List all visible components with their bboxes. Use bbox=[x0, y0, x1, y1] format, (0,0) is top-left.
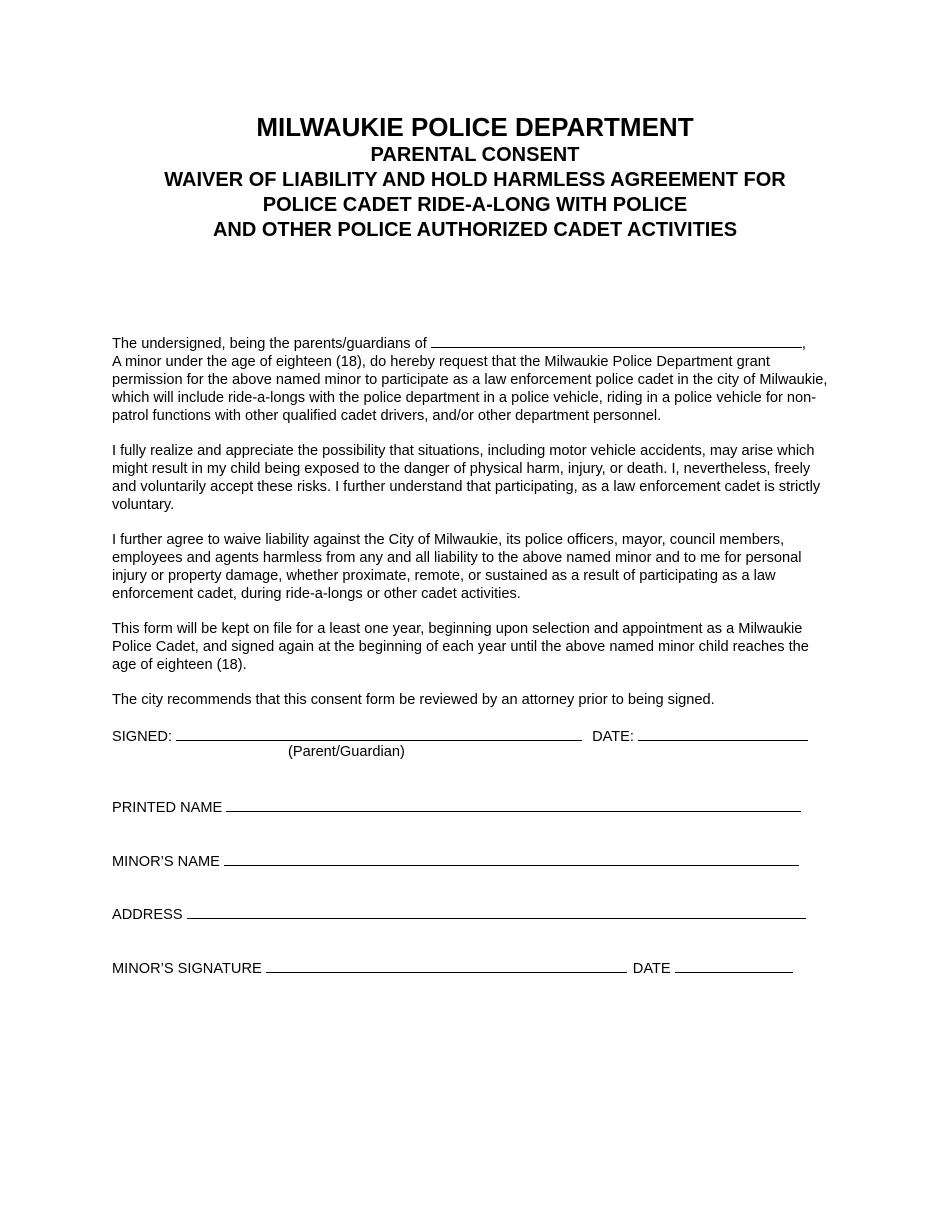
address-row bbox=[112, 903, 806, 924]
minors-signature-label: MINOR’S SIGNATURE bbox=[112, 961, 262, 977]
signed-label: SIGNED: bbox=[112, 729, 173, 745]
document-body bbox=[112, 332, 832, 726]
paragraph-waiver: I further agree to waive liability against the City of Milwaukie, its police officers, mayor, council members, employees and agents harmless from any and all liability to the above named minor and to me for personal injury or property damage, whether proximate, remote, or sustained as a result of participating as a law enforcement cadet, during ride-a-longs or other cadet activities. bbox=[112, 532, 802, 602]
parent-guardian-caption: (Parent/Guardian) bbox=[288, 744, 405, 760]
date2-label: DATE bbox=[632, 961, 671, 977]
guardian-line: The undersigned, being the parents/guardians of , bbox=[112, 336, 806, 352]
printed-name-row bbox=[112, 796, 801, 817]
form-title-ride-a-long: POLICE CADET RIDE-A-LONG WITH POLICE bbox=[262, 194, 688, 216]
department-title: MILWAUKIE POLICE DEPARTMENT bbox=[256, 112, 694, 142]
form-title-waiver: WAIVER OF LIABILITY AND HOLD HARMLESS AGREEMENT FOR bbox=[164, 169, 786, 191]
paragraph-file-retention: This form will be kept on file for a least one year, beginning upon selection and appointment as a Milwaukie Police Cadet, and signed again at the beginning of each year until the above named minor child reaches the age of eighteen (18). bbox=[112, 621, 809, 673]
document-header bbox=[0, 111, 950, 243]
date-label: DATE: bbox=[592, 729, 634, 745]
minors-name-label: MINOR’S NAME bbox=[112, 854, 220, 870]
signed-row bbox=[112, 725, 808, 760]
date-blank[interactable] bbox=[638, 725, 808, 741]
guardian-intro-text: The undersigned, being the parents/guardians of bbox=[112, 336, 427, 352]
form-title-activities: AND OTHER POLICE AUTHORIZED CADET ACTIVITIES bbox=[212, 219, 738, 241]
minors-signature-row bbox=[112, 957, 793, 978]
paragraph-risks: I fully realize and appreciate the possibility that situations, including motor vehicle accidents, may arise which might result in my child being exposed to the danger of physical harm, injury, or death. I, nevertheless, freely and voluntarily accept these risks. I further understand that participating, as a law enforcement cadet is strictly voluntary. bbox=[112, 443, 821, 513]
printed-name-blank[interactable] bbox=[226, 796, 801, 812]
parent-signature-blank[interactable] bbox=[176, 725, 582, 741]
form-title-parental-consent: PARENTAL CONSENT bbox=[370, 144, 580, 166]
minors-name-blank[interactable] bbox=[224, 850, 799, 866]
minor-name-blank[interactable] bbox=[431, 332, 802, 348]
paragraph-consent bbox=[112, 332, 832, 425]
address-label: ADDRESS bbox=[112, 907, 183, 923]
paragraph-attorney-review: The city recommends that this consent form be reviewed by an attorney prior to being signed. bbox=[112, 692, 715, 708]
minors-signature-blank[interactable] bbox=[266, 957, 627, 973]
date2-blank[interactable] bbox=[675, 957, 793, 973]
address-blank[interactable] bbox=[187, 903, 806, 919]
printed-name-label: PRINTED NAME bbox=[112, 800, 223, 816]
minors-name-row bbox=[112, 850, 799, 871]
consent-text: A minor under the age of eighteen (18), do hereby request that the Milwaukie Police Department grant permission for the above named minor to participate as a law enforcement police cadet in the city of Milwaukie, which will include ride-a-longs with the police department in a police vehicle, riding in a police vehicle for non-patrol functions with other qualified cadet drivers, and/or other department personnel. bbox=[112, 354, 828, 424]
